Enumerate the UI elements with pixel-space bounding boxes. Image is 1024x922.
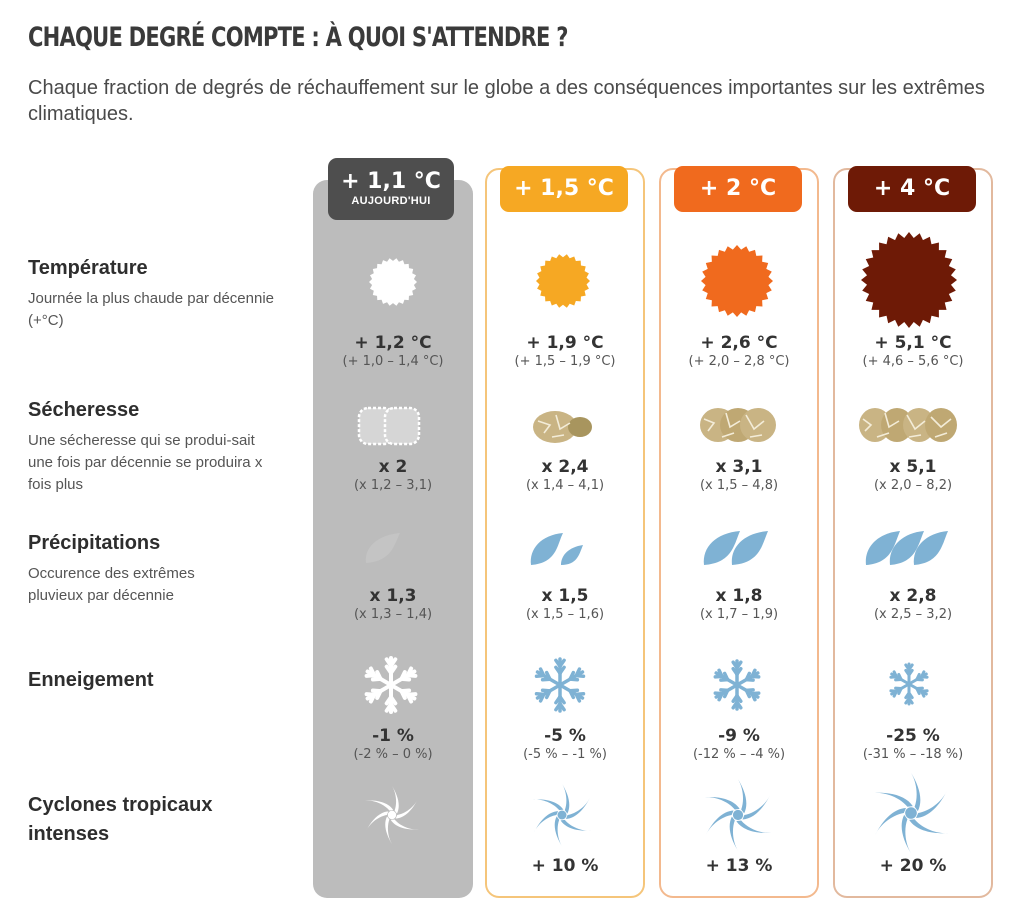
value: + 13 %: [705, 856, 773, 876]
range: (+ 2,0 – 2,8 °C): [688, 354, 790, 369]
cyclone-value: [485, 856, 645, 876]
value: x 5,1: [889, 457, 937, 477]
row-title: Enneigement: [28, 669, 154, 691]
range: (x 1,5 – 4,8): [699, 478, 779, 493]
drought-icon: [355, 402, 425, 452]
value: x 1,8: [715, 586, 763, 606]
value: x 1,3: [369, 586, 417, 606]
range: (-2 % – 0 %): [353, 747, 433, 762]
row-description: Une sécheresse qui se produi-sait une fois par décennie se produira x fois plus: [28, 432, 263, 493]
drought-icon: [857, 403, 961, 447]
row-label-snow: [28, 666, 298, 694]
row-title: Précipitations: [28, 532, 161, 554]
drought-value: [485, 457, 645, 495]
drought-value: [659, 457, 819, 495]
sun-icon: [365, 254, 421, 310]
value: -1 %: [372, 726, 414, 746]
badge-label: + 4 °C: [873, 176, 951, 201]
drought-icon: [530, 407, 600, 447]
badge-plus-1-5: [500, 166, 628, 212]
snow-value: [313, 726, 473, 764]
drought-icon: [698, 403, 778, 447]
value: x 1,5: [541, 586, 589, 606]
row-title: Sécheresse: [28, 399, 140, 421]
cyclone-icon: [871, 773, 951, 853]
value: + 2,6 °C: [700, 333, 778, 353]
cyclone-value: [659, 856, 819, 876]
snowflake-icon: [708, 656, 766, 714]
sun-icon: [857, 228, 961, 332]
drought-value: [833, 457, 993, 495]
precipitation-value: [485, 586, 645, 624]
range: (x 1,2 – 3,1): [353, 478, 433, 493]
range: (+ 1,5 – 1,9 °C): [514, 354, 616, 369]
range: (+ 1,0 – 1,4 °C): [342, 354, 444, 369]
value: + 5,1 °C: [874, 333, 952, 353]
temperature-value: [313, 333, 473, 371]
row-label-cyclones: [28, 791, 258, 849]
value: x 2,8: [889, 586, 937, 606]
range: (x 2,0 – 8,2): [873, 478, 953, 493]
badge-label: + 2 °C: [699, 176, 777, 201]
badge-label: + 1,1 °C: [341, 169, 441, 194]
raindrop-icon: [527, 527, 591, 571]
range: (x 1,7 – 1,9): [699, 607, 779, 622]
range: (x 1,3 – 1,4): [353, 607, 433, 622]
value: -9 %: [718, 726, 760, 746]
range: (x 2,5 – 3,2): [873, 607, 953, 622]
precipitation-value: [659, 586, 819, 624]
cyclone-value: [833, 856, 993, 876]
value: + 1,9 °C: [526, 333, 604, 353]
cyclone-icon: [702, 779, 774, 851]
snow-value: [485, 726, 645, 764]
value: + 1,2 °C: [354, 333, 432, 353]
value: + 20 %: [879, 856, 947, 876]
badge-plus-4: [848, 166, 976, 212]
row-title: Cyclones tropicaux intenses: [28, 794, 213, 845]
snow-value: [833, 726, 993, 764]
temperature-value: [833, 333, 993, 371]
drought-value: [313, 457, 473, 495]
sun-icon: [531, 249, 595, 313]
row-title: Température: [28, 257, 148, 279]
range: (-12 % – -4 %): [692, 747, 786, 762]
page-subtitle: Chaque fraction de degrés de réchauffement sur le globe a des conséquences importantes sur les extrêmes climatiques.: [28, 77, 985, 125]
snowflake-icon: [528, 654, 592, 716]
cyclone-icon: [530, 783, 594, 847]
snowflake-icon: [884, 659, 934, 709]
temperature-value: [485, 333, 645, 371]
temperature-value: [659, 333, 819, 371]
value: -5 %: [544, 726, 586, 746]
badge-today: [328, 158, 454, 220]
value: -25 %: [886, 726, 940, 746]
snowflake-icon: [358, 654, 424, 716]
precipitation-value: [833, 586, 993, 624]
range: (-31 % – -18 %): [862, 747, 964, 762]
raindrop-icon: [862, 525, 958, 571]
badge-plus-2: [674, 166, 802, 212]
row-description: Journée la plus chaude par décennie (+°C): [28, 290, 275, 329]
row-label-temperature: [28, 254, 298, 332]
range: (x 1,5 – 1,6): [525, 607, 605, 622]
row-description: Occurence des extrêmes pluvieux par décennie: [28, 565, 195, 604]
value: x 2,4: [541, 457, 589, 477]
value: x 2: [378, 457, 408, 477]
precipitation-value: [313, 586, 473, 624]
row-label-drought: [28, 396, 298, 496]
value: x 3,1: [715, 457, 763, 477]
sun-icon: [695, 243, 779, 319]
range: (-5 % – -1 %): [523, 747, 607, 762]
raindrop-icon: [700, 525, 778, 571]
badge-label: + 1,5 °C: [514, 176, 614, 201]
badge-sublabel: AUJOURD'HUI: [351, 195, 431, 207]
range: (+ 4,6 – 5,6 °C): [862, 354, 964, 369]
cyclone-icon: [362, 785, 422, 845]
page-title: CHAQUE DEGRÉ COMPTE : À QUOI S'ATTENDRE ?: [28, 22, 568, 53]
row-label-precipitation: [28, 529, 298, 607]
snow-value: [659, 726, 819, 764]
range: (x 1,4 – 4,1): [525, 478, 605, 493]
raindrop-icon: [360, 527, 414, 569]
value: + 10 %: [531, 856, 599, 876]
